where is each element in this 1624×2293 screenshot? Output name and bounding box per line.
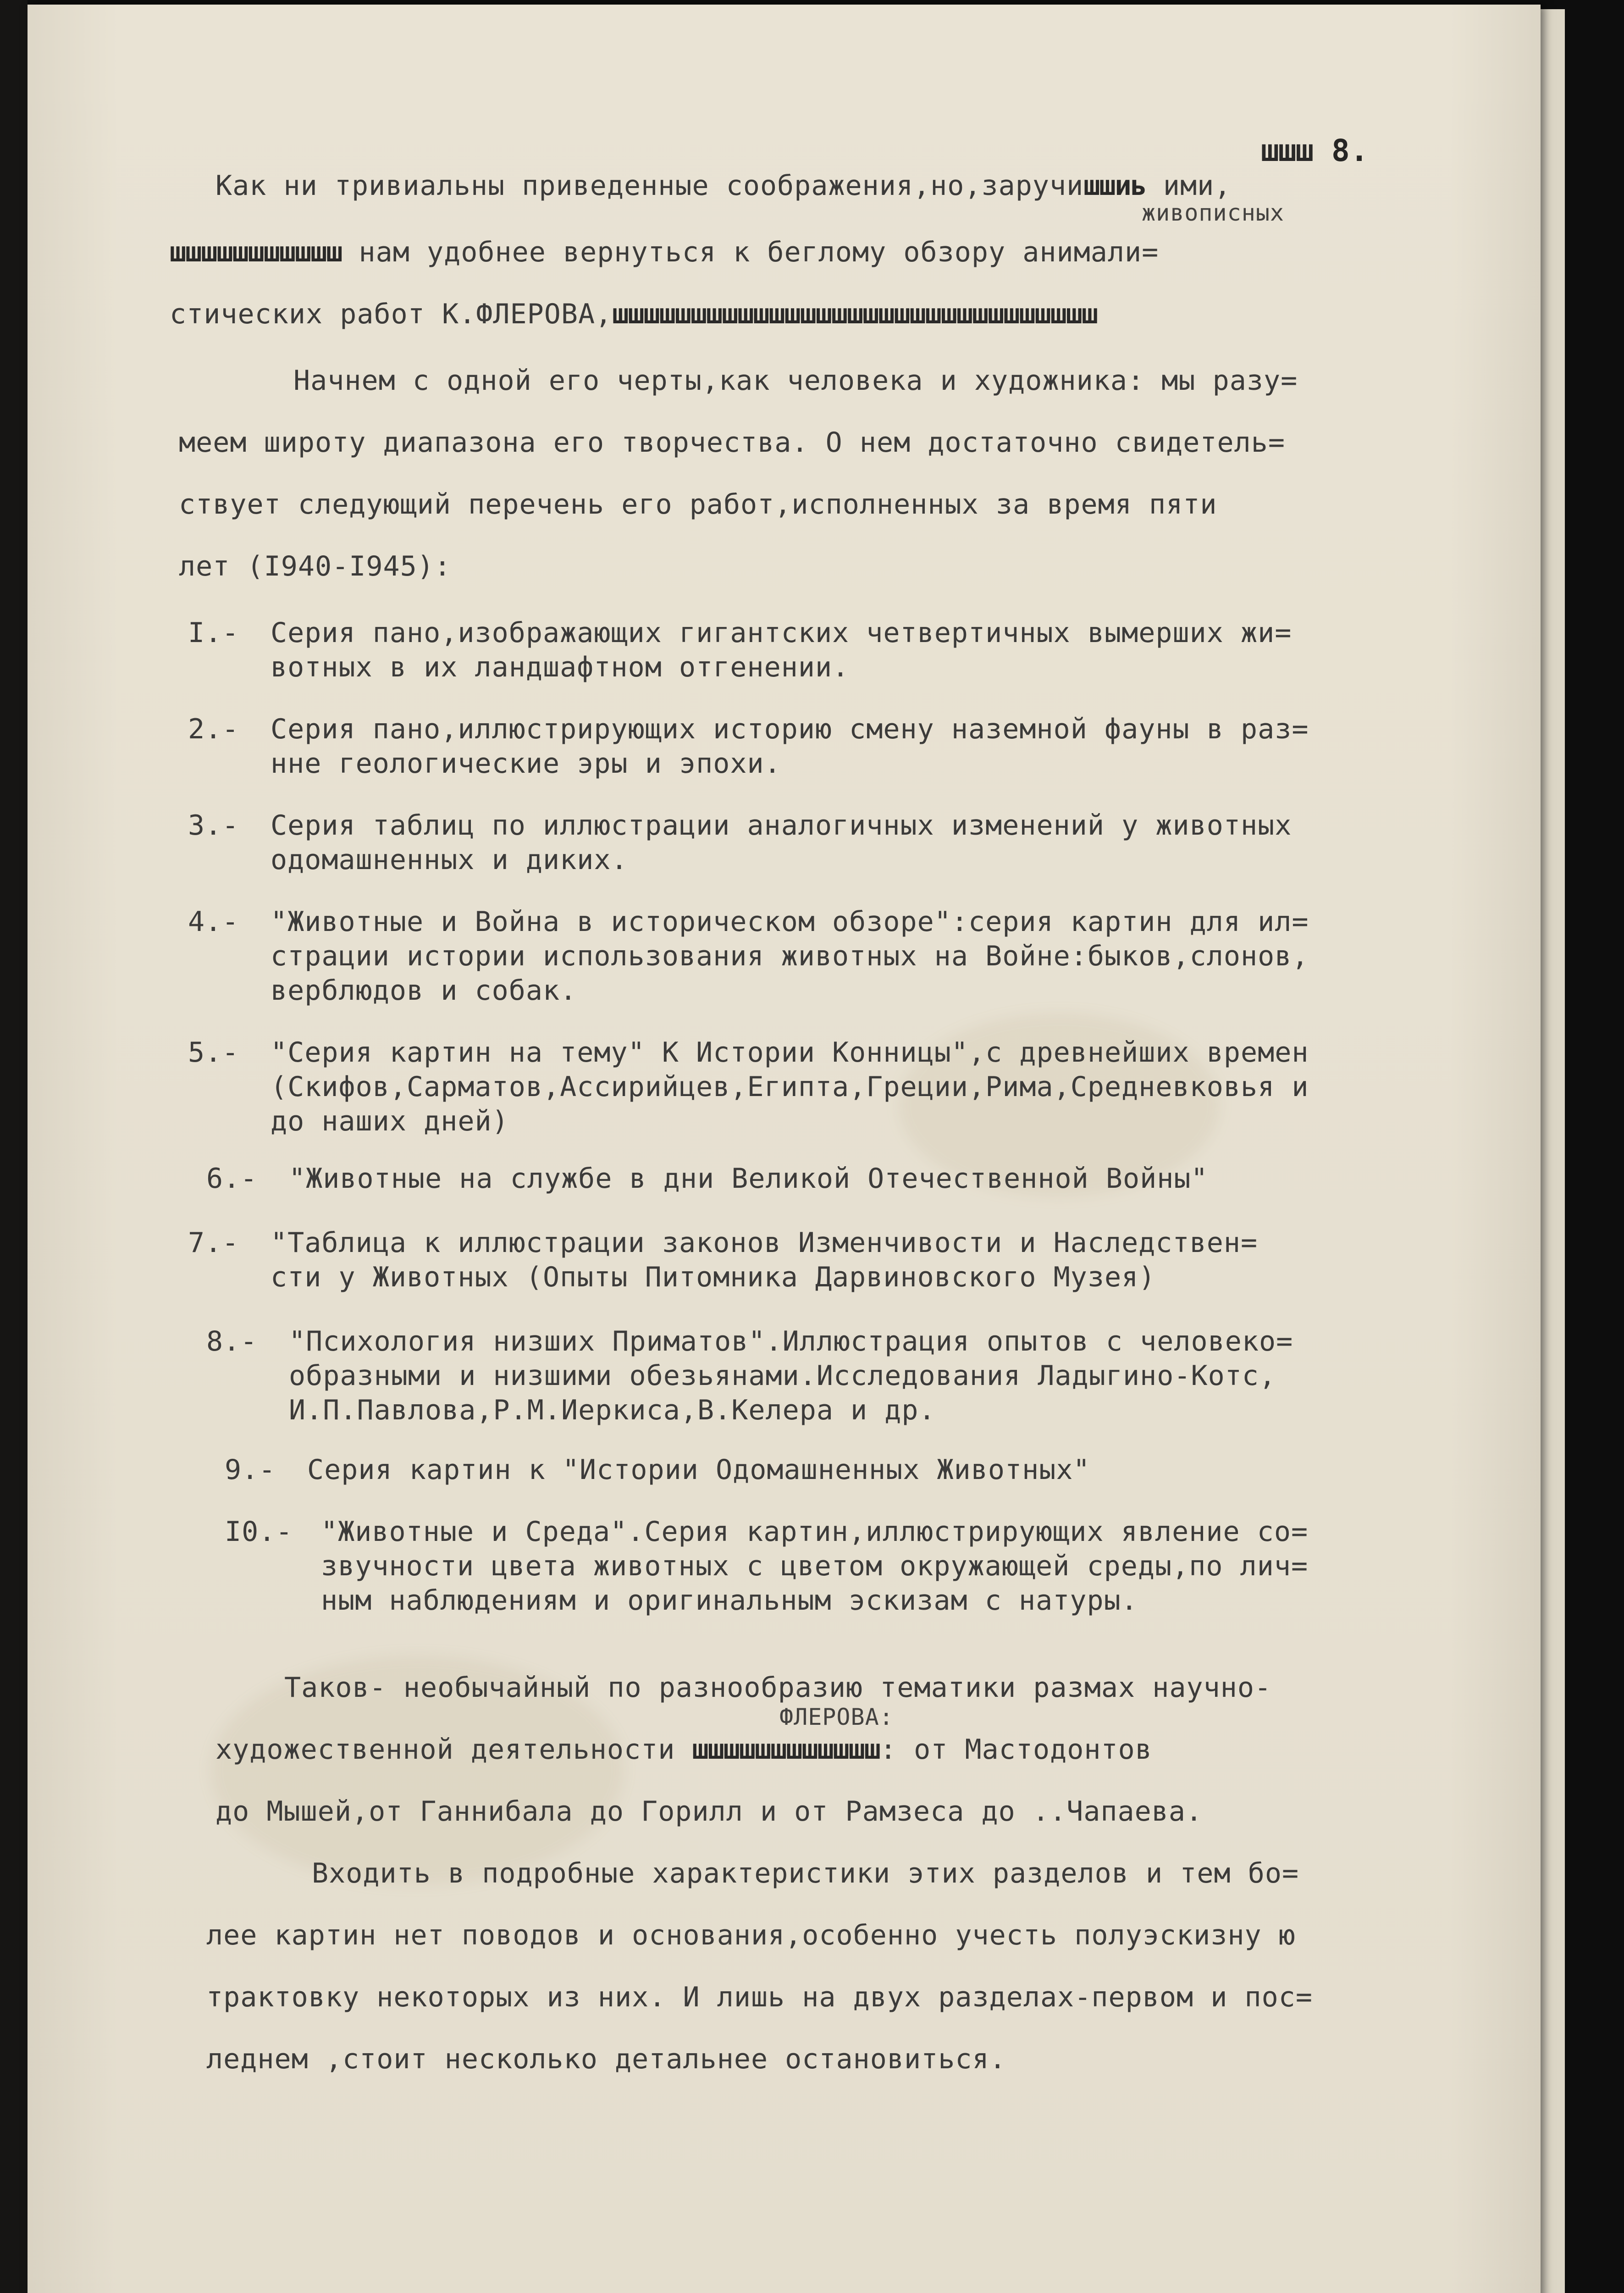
work-number: I.- xyxy=(188,617,239,649)
work-line: "Животные и Среда".Серия картин,иллюстрирующих явление со= xyxy=(321,1516,1309,1548)
closing-line-2 xyxy=(215,1734,1152,1766)
work-line: звучности цвета животных с цветом окружающей среды,по лич= xyxy=(321,1550,1309,1582)
work-number: 9.- xyxy=(225,1454,276,1486)
work-number: I0.- xyxy=(225,1516,293,1548)
opening-line-1 xyxy=(215,170,1231,202)
work-line: страции истории использования животных на Войне:быков,слонов, xyxy=(271,940,1309,972)
page-number: 8. xyxy=(1331,133,1369,168)
work-number: 4.- xyxy=(188,906,239,938)
intro-line: ствует следующий перечень его работ,исполненных за время пяти xyxy=(179,488,1217,521)
final-line: лее картин нет поводов и основания,особенно учесть полуэскизну ю xyxy=(206,1919,1296,1951)
work-line: образными и низшими обезьянами.Исследования Ладыгино-Котс, xyxy=(289,1360,1276,1392)
opening-line-2-struck: шшшшшшшшшшш xyxy=(170,236,342,268)
opening-interlinear-correction: живописных xyxy=(1142,199,1285,226)
work-number: 2.- xyxy=(188,713,239,745)
closing-line-2-text: художественной деятельности xyxy=(215,1734,692,1766)
work-number: 3.- xyxy=(188,809,239,842)
work-line: сти у Животных (Опыты Питомника Дарвиновского Музея) xyxy=(271,1261,1156,1293)
work-line: И.П.Павлова,Р.М.Иеркиса,В.Келера и др. xyxy=(289,1394,936,1426)
closing-line-1: Таков- необычайный по разнообразию тематики размах научно- xyxy=(284,1672,1272,1704)
work-line: "Психология низших Приматов".Иллюстрация опытов с человеко= xyxy=(289,1325,1293,1357)
work-line: Серия пано,изображающих гигантских четвертичных вымерших жи= xyxy=(271,617,1292,649)
work-line: "Животные и Война в историческом обзоре":серия картин для ил= xyxy=(271,906,1309,938)
work-line: "Таблица к иллюстрации законов Изменчивости и Наследствен= xyxy=(271,1227,1258,1259)
intro-line: меем широту диапазона его творчества. О нем достаточно свидетель= xyxy=(179,426,1285,459)
work-line: нне геологические эры и эпохи. xyxy=(271,748,781,780)
work-number: 8.- xyxy=(206,1325,258,1357)
work-line: до наших дней) xyxy=(271,1105,509,1137)
typed-page xyxy=(28,5,1541,2293)
work-number: 6.- xyxy=(206,1163,258,1195)
page-number-struck: шшш xyxy=(1261,133,1313,168)
opening-line-1-end: ими, xyxy=(1146,170,1232,202)
work-line: Серия пано,иллюстрирующих историю смену наземной фауны в раз= xyxy=(271,713,1309,745)
intro-line: лет (I940-I945): xyxy=(179,550,451,582)
final-line: трактовку некоторых из них. И лишь на двух разделах-первом и пос= xyxy=(206,1981,1313,2013)
work-line: "Серия картин на тему" К Истории Конницы",с древнейших времен xyxy=(271,1036,1309,1069)
closing-interlinear-correction: ФЛЕРОВА: xyxy=(779,1704,894,1730)
work-line: (Скифов,Сарматов,Ассирийцев,Египта,Греции,Рима,Средневковья и xyxy=(271,1071,1309,1103)
work-line: ным наблюдениям и оригинальным эскизам с натуры. xyxy=(321,1584,1138,1617)
opening-line-2-text: нам удобнее вернуться к беглому обзору анимали= xyxy=(342,236,1159,268)
opening-line-1-text: Как ни тривиальны приведенные соображения,но,заручи xyxy=(215,170,1084,202)
page-number-line xyxy=(1261,133,1369,168)
opening-line-3-struck: шшшшшшшшшшшшшшшшшшшшшшшшшшшшшшш xyxy=(612,298,1098,330)
opening-line-3 xyxy=(170,298,1097,330)
opening-line-3-text: стических работ К.ФЛЕРОВА, xyxy=(170,298,613,330)
closing-line-2-end: : от Мастодонтов xyxy=(879,1734,1152,1766)
intro-line: Начнем с одной его черты,как человека и художника: мы разу= xyxy=(293,365,1298,397)
final-line: Входить в подробные характеристики этих разделов и тем бо= xyxy=(312,1857,1299,1889)
work-line: вотных в их ландшафтном отгенении. xyxy=(271,651,850,683)
work-line: верблюдов и собак. xyxy=(271,975,577,1007)
closing-line-3: до Мышей,от Ганнибала до Горилл и от Рамзеса до ..Чапаева. xyxy=(215,1795,1203,1828)
closing-line-2-struck: шшшшшшшшшшшш xyxy=(692,1734,880,1766)
work-number: 7.- xyxy=(188,1227,239,1259)
opening-line-2 xyxy=(170,236,1159,268)
work-line: "Животные на службе в дни Великой Отечественной Войны" xyxy=(289,1163,1208,1195)
work-line: Серия таблиц по иллюстрации аналогичных изменений у животных xyxy=(271,809,1292,842)
scan-left-edge xyxy=(0,0,28,2293)
work-line: одомашненных и диких. xyxy=(271,844,628,876)
work-number: 5.- xyxy=(188,1036,239,1069)
work-line: Серия картин к "Истории Одомашненных Животных" xyxy=(307,1454,1090,1486)
opening-line-1-struck: шшиь xyxy=(1083,170,1146,202)
final-line: леднем ,стоит несколько детальнее остановиться. xyxy=(206,2043,1006,2075)
